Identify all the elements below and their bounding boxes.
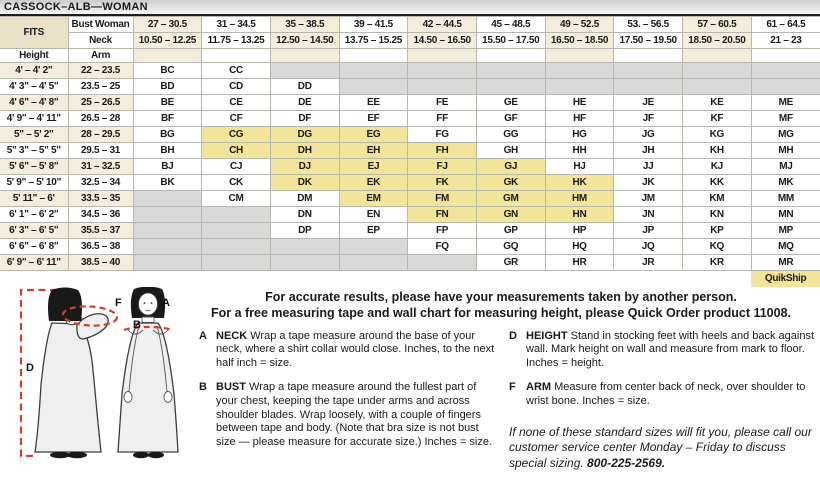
size-cell: HE bbox=[545, 95, 614, 111]
size-cell: DD bbox=[270, 79, 339, 95]
size-cell: GP bbox=[476, 223, 545, 239]
height-cell: 5" 3" – 5" 5" bbox=[0, 143, 68, 159]
size-cell: FP bbox=[408, 223, 477, 239]
size-cell: FN bbox=[408, 207, 477, 223]
diagram-label-a: A bbox=[162, 296, 170, 309]
na-cell bbox=[339, 239, 408, 255]
size-cell: JF bbox=[614, 111, 683, 127]
neck-range-cell: 10.50 – 12.25 bbox=[133, 33, 202, 49]
neck-range-cell: 13.75 – 15.25 bbox=[339, 33, 408, 49]
size-cell: GG bbox=[476, 127, 545, 143]
na-cell bbox=[270, 239, 339, 255]
hair-back bbox=[48, 287, 82, 321]
instruction-bust bbox=[199, 381, 499, 449]
size-cell: DG bbox=[270, 127, 339, 143]
height-cell: 4' 9" – 4' 11" bbox=[0, 111, 68, 127]
neck-range-cell: 18.50 – 20.50 bbox=[683, 33, 752, 49]
size-cell: HM bbox=[545, 191, 614, 207]
band-cell bbox=[614, 49, 683, 63]
na-cell bbox=[133, 239, 202, 255]
size-cell: FQ bbox=[408, 239, 477, 255]
size-cell: CM bbox=[202, 191, 271, 207]
quikship-spacer bbox=[202, 271, 271, 287]
height-cell: 4' 6" – 4' 8" bbox=[0, 95, 68, 111]
na-cell bbox=[683, 63, 752, 79]
diagram-label-b: B bbox=[133, 318, 141, 331]
na-cell bbox=[202, 239, 271, 255]
robe-front bbox=[118, 323, 178, 452]
diagram-label-f: F bbox=[115, 296, 122, 309]
height-cell: 6' 6" – 6' 8" bbox=[0, 239, 68, 255]
na-cell bbox=[408, 255, 477, 271]
size-cell: EM bbox=[339, 191, 408, 207]
size-cell: ME bbox=[751, 95, 820, 111]
size-cell: EF bbox=[339, 111, 408, 127]
band-cell bbox=[270, 49, 339, 63]
instruction-letter: B bbox=[199, 381, 207, 394]
height-cell: 5' 11" – 6' bbox=[0, 191, 68, 207]
instruction-text: BUST Wrap a tape measure around the fullest part of your chest, keeping the tape under arms and across shoulder blades. Wrap loosely, with a couple of fingers between tape and body. (Note that bra size is not bust size — please measure for accurate size.) Inches = size. bbox=[216, 381, 493, 448]
size-cell: JK bbox=[614, 175, 683, 191]
size-cell: HQ bbox=[545, 239, 614, 255]
na-cell bbox=[545, 63, 614, 79]
na-cell bbox=[202, 255, 271, 271]
page-title: CASSOCK–ALB—WOMAN bbox=[0, 0, 820, 16]
size-cell: EN bbox=[339, 207, 408, 223]
neck-range-cell: 11.75 – 13.25 bbox=[202, 33, 271, 49]
size-cell: CG bbox=[202, 127, 271, 143]
size-cell: BH bbox=[133, 143, 202, 159]
bust-row-label: Bust Woman bbox=[68, 17, 133, 33]
size-cell: FK bbox=[408, 175, 477, 191]
instruction-text: NECK Wrap a tape measure around the base of your neck, where a shirt collar would close. Inches, to the next half inch = size. bbox=[216, 329, 495, 369]
shoe bbox=[148, 451, 164, 457]
quikship-spacer bbox=[133, 271, 202, 287]
instruction-letter: F bbox=[509, 381, 516, 394]
instruction-arm bbox=[509, 381, 815, 408]
intro-text bbox=[185, 289, 817, 321]
size-cell: MH bbox=[751, 143, 820, 159]
band-cell bbox=[202, 49, 271, 63]
height-cell: 4' 3" – 4' 5" bbox=[0, 79, 68, 95]
phone-number: 800-225-2569. bbox=[587, 455, 666, 470]
size-cell: GF bbox=[476, 111, 545, 127]
na-cell bbox=[339, 79, 408, 95]
quikship-spacer bbox=[270, 271, 339, 287]
size-cell: DH bbox=[270, 143, 339, 159]
height-cell: 5' 6" – 5' 8" bbox=[0, 159, 68, 175]
robe-back bbox=[35, 323, 101, 452]
size-cell: KP bbox=[683, 223, 752, 239]
size-cell: HG bbox=[545, 127, 614, 143]
size-cell: HJ bbox=[545, 159, 614, 175]
bust-range-cell: 53. – 56.5 bbox=[614, 17, 683, 33]
size-table bbox=[0, 16, 820, 287]
size-cell: HK bbox=[545, 175, 614, 191]
hand bbox=[124, 391, 132, 402]
size-cell: HR bbox=[545, 255, 614, 271]
size-cell: JQ bbox=[614, 239, 683, 255]
band-cell bbox=[408, 49, 477, 63]
size-cell: DM bbox=[270, 191, 339, 207]
size-cell: GH bbox=[476, 143, 545, 159]
bust-range-cell: 45 – 48.5 bbox=[476, 17, 545, 33]
size-cell: FE bbox=[408, 95, 477, 111]
eye bbox=[151, 302, 153, 304]
size-cell: GK bbox=[476, 175, 545, 191]
size-cell: KE bbox=[683, 95, 752, 111]
size-cell: JR bbox=[614, 255, 683, 271]
na-cell bbox=[202, 207, 271, 223]
arm-cell: 26.5 – 28 bbox=[68, 111, 133, 127]
bust-range-cell: 57 – 60.5 bbox=[683, 17, 752, 33]
bust-range-cell: 27 – 30.5 bbox=[133, 17, 202, 33]
arm-cell: 28 – 29.5 bbox=[68, 127, 133, 143]
arm-cell: 22 – 23.5 bbox=[68, 63, 133, 79]
size-cell: DJ bbox=[270, 159, 339, 175]
quikship-spacer bbox=[545, 271, 614, 287]
size-cell: MR bbox=[751, 255, 820, 271]
height-cell: 6' 9" – 6' 11" bbox=[0, 255, 68, 271]
na-cell bbox=[339, 255, 408, 271]
size-cell: KQ bbox=[683, 239, 752, 255]
size-cell: GM bbox=[476, 191, 545, 207]
neck-range-cell: 14.50 – 16.50 bbox=[408, 33, 477, 49]
na-cell bbox=[339, 63, 408, 79]
size-cell: BD bbox=[133, 79, 202, 95]
shoe bbox=[133, 451, 149, 457]
size-cell: KN bbox=[683, 207, 752, 223]
na-cell bbox=[133, 207, 202, 223]
quikship-badge: QuikShip bbox=[751, 271, 820, 287]
size-cell: DP bbox=[270, 223, 339, 239]
bust-range-cell: 31 – 34.5 bbox=[202, 17, 271, 33]
height-cell: 4' – 4' 2" bbox=[0, 63, 68, 79]
size-cell: JM bbox=[614, 191, 683, 207]
face bbox=[139, 293, 158, 315]
na-cell bbox=[408, 79, 477, 95]
size-cell: HH bbox=[545, 143, 614, 159]
instruction-letter: A bbox=[199, 329, 207, 342]
na-cell bbox=[133, 255, 202, 271]
size-cell: FM bbox=[408, 191, 477, 207]
size-cell: BJ bbox=[133, 159, 202, 175]
arm-cell: 36.5 – 38 bbox=[68, 239, 133, 255]
na-cell bbox=[614, 79, 683, 95]
band-cell bbox=[133, 49, 202, 63]
neck-range-cell: 21 – 23 bbox=[751, 33, 820, 49]
band-cell bbox=[683, 49, 752, 63]
arm-cell: 33.5 – 35 bbox=[68, 191, 133, 207]
quikship-spacer bbox=[0, 271, 68, 287]
figure-front-view bbox=[118, 287, 178, 458]
size-cell: BE bbox=[133, 95, 202, 111]
neck-range-cell: 15.50 – 17.50 bbox=[476, 33, 545, 49]
band-cell bbox=[339, 49, 408, 63]
bottom-section bbox=[0, 287, 820, 480]
size-cell: EG bbox=[339, 127, 408, 143]
size-cell: BF bbox=[133, 111, 202, 127]
intro-line-1: For accurate results, please have your measurements taken by another person. bbox=[265, 289, 737, 304]
size-cell: MM bbox=[751, 191, 820, 207]
size-cell: KH bbox=[683, 143, 752, 159]
neck-range-cell: 17.50 – 19.50 bbox=[614, 33, 683, 49]
size-cell: DK bbox=[270, 175, 339, 191]
quikship-spacer bbox=[476, 271, 545, 287]
na-cell bbox=[270, 255, 339, 271]
size-cell: CJ bbox=[202, 159, 271, 175]
arm-cell: 32.5 – 34 bbox=[68, 175, 133, 191]
size-cell: MQ bbox=[751, 239, 820, 255]
size-cell: BG bbox=[133, 127, 202, 143]
size-cell: MF bbox=[751, 111, 820, 127]
height-cell: 6' 1" – 6' 2" bbox=[0, 207, 68, 223]
size-cell: FJ bbox=[408, 159, 477, 175]
instructions-column-right bbox=[509, 330, 815, 472]
size-cell: KG bbox=[683, 127, 752, 143]
na-cell bbox=[476, 63, 545, 79]
size-cell: MK bbox=[751, 175, 820, 191]
na-cell bbox=[476, 79, 545, 95]
size-cell: CF bbox=[202, 111, 271, 127]
height-col-label: Height bbox=[0, 49, 68, 63]
na-cell bbox=[751, 79, 820, 95]
instruction-height bbox=[509, 330, 815, 371]
size-cell: MN bbox=[751, 207, 820, 223]
instruction-text: HEIGHT Stand in stocking feet with heels and back against wall. Mark height on wall and measure from mark to floor. Inches = height. bbox=[526, 329, 814, 369]
size-cell: FF bbox=[408, 111, 477, 127]
size-cell: KK bbox=[683, 175, 752, 191]
size-cell: JN bbox=[614, 207, 683, 223]
na-cell bbox=[408, 63, 477, 79]
size-cell: DN bbox=[270, 207, 339, 223]
measurement-diagram bbox=[2, 287, 197, 480]
size-cell: JG bbox=[614, 127, 683, 143]
size-cell: JE bbox=[614, 95, 683, 111]
arm-cell: 25 – 26.5 bbox=[68, 95, 133, 111]
figure-back-view bbox=[35, 287, 117, 458]
size-cell: BC bbox=[133, 63, 202, 79]
size-cell: MP bbox=[751, 223, 820, 239]
quikship-spacer bbox=[408, 271, 477, 287]
size-cell: FH bbox=[408, 143, 477, 159]
height-cell: 6' 3" – 6' 5" bbox=[0, 223, 68, 239]
intro-line-2: For a free measuring tape and wall chart for measuring height, please Quick Order product 11008. bbox=[210, 305, 792, 320]
na-cell bbox=[202, 223, 271, 239]
height-cell: 5' 9" – 5' 10" bbox=[0, 175, 68, 191]
quikship-spacer bbox=[614, 271, 683, 287]
clerical-collar bbox=[142, 317, 154, 323]
size-cell: BK bbox=[133, 175, 202, 191]
size-cell: JJ bbox=[614, 159, 683, 175]
na-cell bbox=[614, 63, 683, 79]
height-cell: 5" – 5' 2" bbox=[0, 127, 68, 143]
arm-cell: 35.5 – 37 bbox=[68, 223, 133, 239]
size-cell: KM bbox=[683, 191, 752, 207]
size-cell: EP bbox=[339, 223, 408, 239]
instruction-neck bbox=[199, 330, 499, 371]
instruction-letter: D bbox=[509, 329, 517, 342]
quikship-spacer bbox=[339, 271, 408, 287]
arm-cell: 31 – 32.5 bbox=[68, 159, 133, 175]
size-cell: FG bbox=[408, 127, 477, 143]
hand bbox=[164, 391, 172, 402]
shoe bbox=[67, 451, 87, 457]
band-cell bbox=[545, 49, 614, 63]
na-cell bbox=[133, 191, 202, 207]
size-cell: CC bbox=[202, 63, 271, 79]
size-cell: MG bbox=[751, 127, 820, 143]
size-cell: EH bbox=[339, 143, 408, 159]
size-cell: HN bbox=[545, 207, 614, 223]
bust-range-cell: 61 – 64.5 bbox=[751, 17, 820, 33]
neck-range-cell: 12.50 – 14.50 bbox=[270, 33, 339, 49]
size-cell: GJ bbox=[476, 159, 545, 175]
arm-cell: 23.5 – 25 bbox=[68, 79, 133, 95]
size-cell: GQ bbox=[476, 239, 545, 255]
size-cell: KJ bbox=[683, 159, 752, 175]
neck-range-cell: 16.50 – 18.50 bbox=[545, 33, 614, 49]
bust-range-cell: 35 – 38.5 bbox=[270, 17, 339, 33]
arm-cell: 29.5 – 31 bbox=[68, 143, 133, 159]
size-cell: CK bbox=[202, 175, 271, 191]
neck-row-label: Neck bbox=[68, 33, 133, 49]
quikship-spacer bbox=[68, 271, 133, 287]
band-cell bbox=[751, 49, 820, 63]
na-cell bbox=[683, 79, 752, 95]
size-cell: KF bbox=[683, 111, 752, 127]
instruction-text: ARM Measure from center back of neck, over shoulder to wrist bone. Inches = size. bbox=[526, 381, 806, 407]
instructions-column-left bbox=[199, 330, 499, 461]
band-cell bbox=[476, 49, 545, 63]
size-cell: EK bbox=[339, 175, 408, 191]
size-cell: GE bbox=[476, 95, 545, 111]
size-cell: HF bbox=[545, 111, 614, 127]
size-cell: JH bbox=[614, 143, 683, 159]
size-cell: GR bbox=[476, 255, 545, 271]
eye bbox=[144, 302, 146, 304]
size-cell: CH bbox=[202, 143, 271, 159]
na-cell bbox=[133, 223, 202, 239]
size-cell: DE bbox=[270, 95, 339, 111]
size-cell: EE bbox=[339, 95, 408, 111]
arm-cell: 34.5 – 36 bbox=[68, 207, 133, 223]
bust-range-cell: 39 – 41.5 bbox=[339, 17, 408, 33]
bust-range-cell: 42 – 44.5 bbox=[408, 17, 477, 33]
special-sizing-note: If none of these standard sizes will fit you, please call our customer service center Monday – Friday to discuss special sizing. 800-225-2569. bbox=[509, 424, 812, 470]
size-cell: HP bbox=[545, 223, 614, 239]
arm-col-label: Arm bbox=[68, 49, 133, 63]
na-cell bbox=[545, 79, 614, 95]
fits-label: FITS bbox=[0, 17, 68, 49]
size-cell: DF bbox=[270, 111, 339, 127]
diagram-label-d: D bbox=[26, 361, 34, 374]
arm-cell: 38.5 – 40 bbox=[68, 255, 133, 271]
size-cell: CD bbox=[202, 79, 271, 95]
size-cell: MJ bbox=[751, 159, 820, 175]
size-cell: JP bbox=[614, 223, 683, 239]
bust-range-cell: 49 – 52.5 bbox=[545, 17, 614, 33]
size-cell: KR bbox=[683, 255, 752, 271]
quikship-spacer bbox=[683, 271, 752, 287]
na-cell bbox=[751, 63, 820, 79]
na-cell bbox=[270, 63, 339, 79]
size-cell: GN bbox=[476, 207, 545, 223]
size-cell: EJ bbox=[339, 159, 408, 175]
size-cell: CE bbox=[202, 95, 271, 111]
